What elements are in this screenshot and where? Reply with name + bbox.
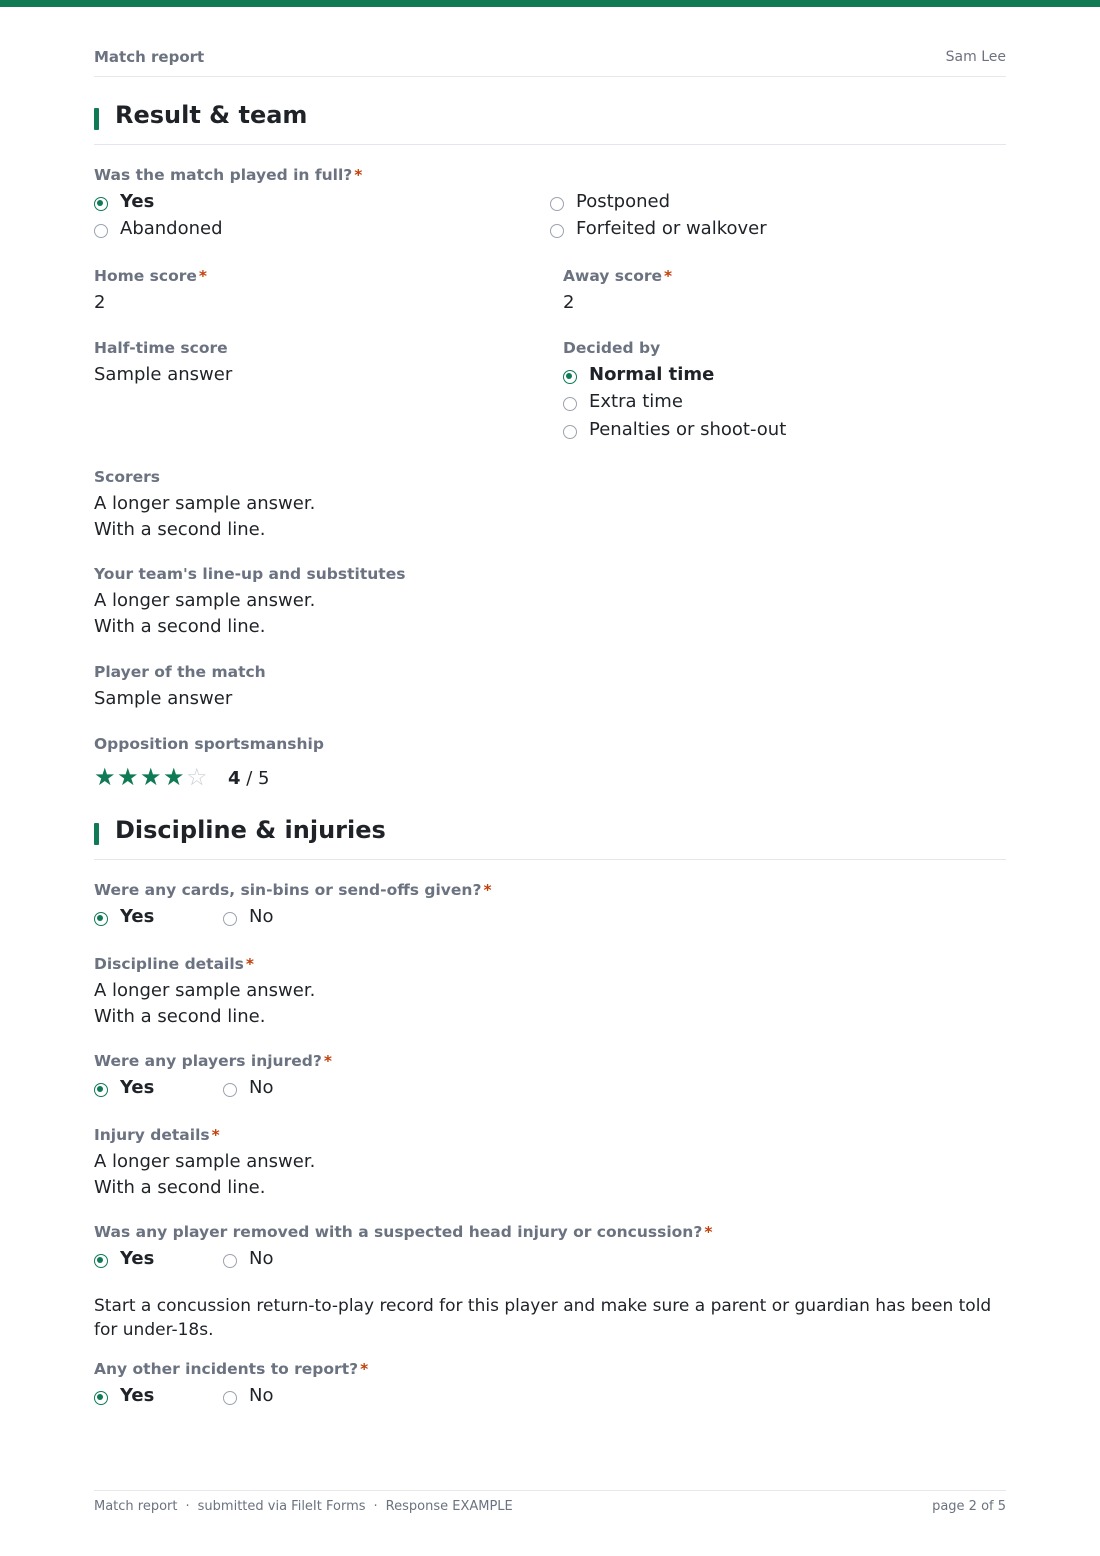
respondent-name: Sam Lee xyxy=(945,49,1006,65)
radio-selected-icon xyxy=(94,1083,108,1097)
concussion-note: Start a concussion return-to-play record for this player and make sure a parent or guardian has been told for under-18s. xyxy=(94,1296,992,1340)
radio-icon xyxy=(223,912,237,926)
required-marker: * xyxy=(354,166,363,184)
page-footer xyxy=(94,1490,1006,1521)
question-other-incidents: Any other incidents to report? * xyxy=(94,1360,369,1378)
rating-text xyxy=(228,768,270,789)
option-label: Postponed xyxy=(576,191,671,212)
question-lineup: Your team's line-up and substitutes A longer sample answer. With a second line. xyxy=(94,564,405,640)
rating-value: 4 xyxy=(228,768,241,789)
section-title: Discipline & injuries xyxy=(115,816,386,844)
radio-icon xyxy=(94,224,108,238)
required-marker: * xyxy=(360,1360,369,1378)
question-discipline-details: Discipline details * A longer sample answer. With a second line. xyxy=(94,954,315,1030)
question-played-in-full xyxy=(94,165,362,185)
radio-selected-icon xyxy=(94,1391,108,1405)
question-scorers: Scorers A longer sample answer. With a second line. xyxy=(94,467,315,543)
option-label: Abandoned xyxy=(120,218,223,239)
option-label: No xyxy=(249,1077,274,1098)
answer-value: A longer sample answer. With a second line. xyxy=(94,980,316,1027)
page-number: page 2 of 5 xyxy=(932,1499,1006,1514)
footer-form-title: Match report xyxy=(94,1499,178,1514)
star-icon: ★ xyxy=(94,763,116,791)
option-label: Yes xyxy=(120,1385,155,1406)
answer-value: Sample answer xyxy=(94,688,233,709)
required-marker: * xyxy=(483,881,492,899)
option-label: No xyxy=(249,1248,274,1269)
question-sportsmanship: Opposition sportsmanship xyxy=(94,735,324,753)
radio-icon xyxy=(563,397,577,411)
question-decided-by: Decided by xyxy=(563,339,661,357)
footer-separator: · xyxy=(185,1499,190,1514)
section-heading-discipline xyxy=(94,816,1006,860)
required-marker: * xyxy=(211,1126,220,1144)
section-accent xyxy=(94,823,99,845)
answer-value: 2 xyxy=(94,292,106,313)
radio-icon xyxy=(550,197,564,211)
form-title: Match report xyxy=(94,48,205,66)
option-label: Yes xyxy=(120,906,155,927)
running-header xyxy=(94,48,1006,77)
answer-value: A longer sample answer. With a second line. xyxy=(94,493,316,540)
question-home-score: Home score * 2 xyxy=(94,266,207,316)
section-accent xyxy=(94,108,99,130)
section-heading-result xyxy=(94,101,1006,145)
answer-value: A longer sample answer. With a second line. xyxy=(94,1151,316,1198)
option-label: Normal time xyxy=(589,364,715,385)
question-head-injury: Was any player removed with a suspected head injury or concussion? * xyxy=(94,1223,713,1241)
radio-icon xyxy=(223,1391,237,1405)
answer-value: Sample answer xyxy=(94,364,233,385)
option-label: Penalties or shoot-out xyxy=(589,419,787,440)
option-label: No xyxy=(249,1385,274,1406)
star-icon: ★ xyxy=(140,763,162,791)
footer-response: Response EXAMPLE xyxy=(385,1499,513,1514)
answer-value: A longer sample answer. With a second line. xyxy=(94,590,316,637)
footer-submitted-via: submitted via FileIt Forms xyxy=(197,1499,366,1514)
radio-selected-icon xyxy=(94,197,108,211)
question-player-of-match: Player of the match Sample answer xyxy=(94,662,266,712)
footer-left xyxy=(94,1499,513,1514)
radio-icon xyxy=(563,425,577,439)
option-label: No xyxy=(249,906,274,927)
question-injury-details: Injury details * A longer sample answer. With a second line. xyxy=(94,1125,315,1201)
footer-separator: · xyxy=(373,1499,378,1514)
top-accent-bar xyxy=(0,0,1100,7)
option-label: Forfeited or walkover xyxy=(576,218,767,239)
radio-selected-icon xyxy=(94,1254,108,1268)
radio-icon xyxy=(550,224,564,238)
radio-selected-icon xyxy=(94,912,108,926)
rating-max: / 5 xyxy=(246,768,270,789)
required-marker: * xyxy=(198,267,208,285)
radio-selected-icon xyxy=(563,370,577,384)
answer-value: 2 xyxy=(563,292,575,313)
question-players-injured: Were any players injured? * xyxy=(94,1052,332,1070)
question-away-score: Away score * 2 xyxy=(563,266,672,316)
star-icon: ★ xyxy=(163,763,185,791)
question-half-time-score: Half-time score Sample answer xyxy=(94,338,232,388)
star-outline-icon: ☆ xyxy=(186,763,208,791)
star-icon: ★ xyxy=(117,763,139,791)
required-marker: * xyxy=(664,267,673,285)
option-label: Yes xyxy=(120,191,155,212)
section-title: Result & team xyxy=(115,101,308,129)
radio-icon xyxy=(223,1254,237,1268)
required-marker: * xyxy=(323,1052,332,1070)
required-marker: * xyxy=(704,1223,713,1241)
required-marker: * xyxy=(245,955,255,973)
question-label: Was the match played in full? * xyxy=(94,166,363,184)
question-cards-given: Were any cards, sin-bins or send-offs given? * xyxy=(94,881,492,899)
option-label: Yes xyxy=(120,1077,155,1098)
option-label: Extra time xyxy=(589,391,683,412)
radio-icon xyxy=(223,1083,237,1097)
option-label: Yes xyxy=(120,1248,155,1269)
